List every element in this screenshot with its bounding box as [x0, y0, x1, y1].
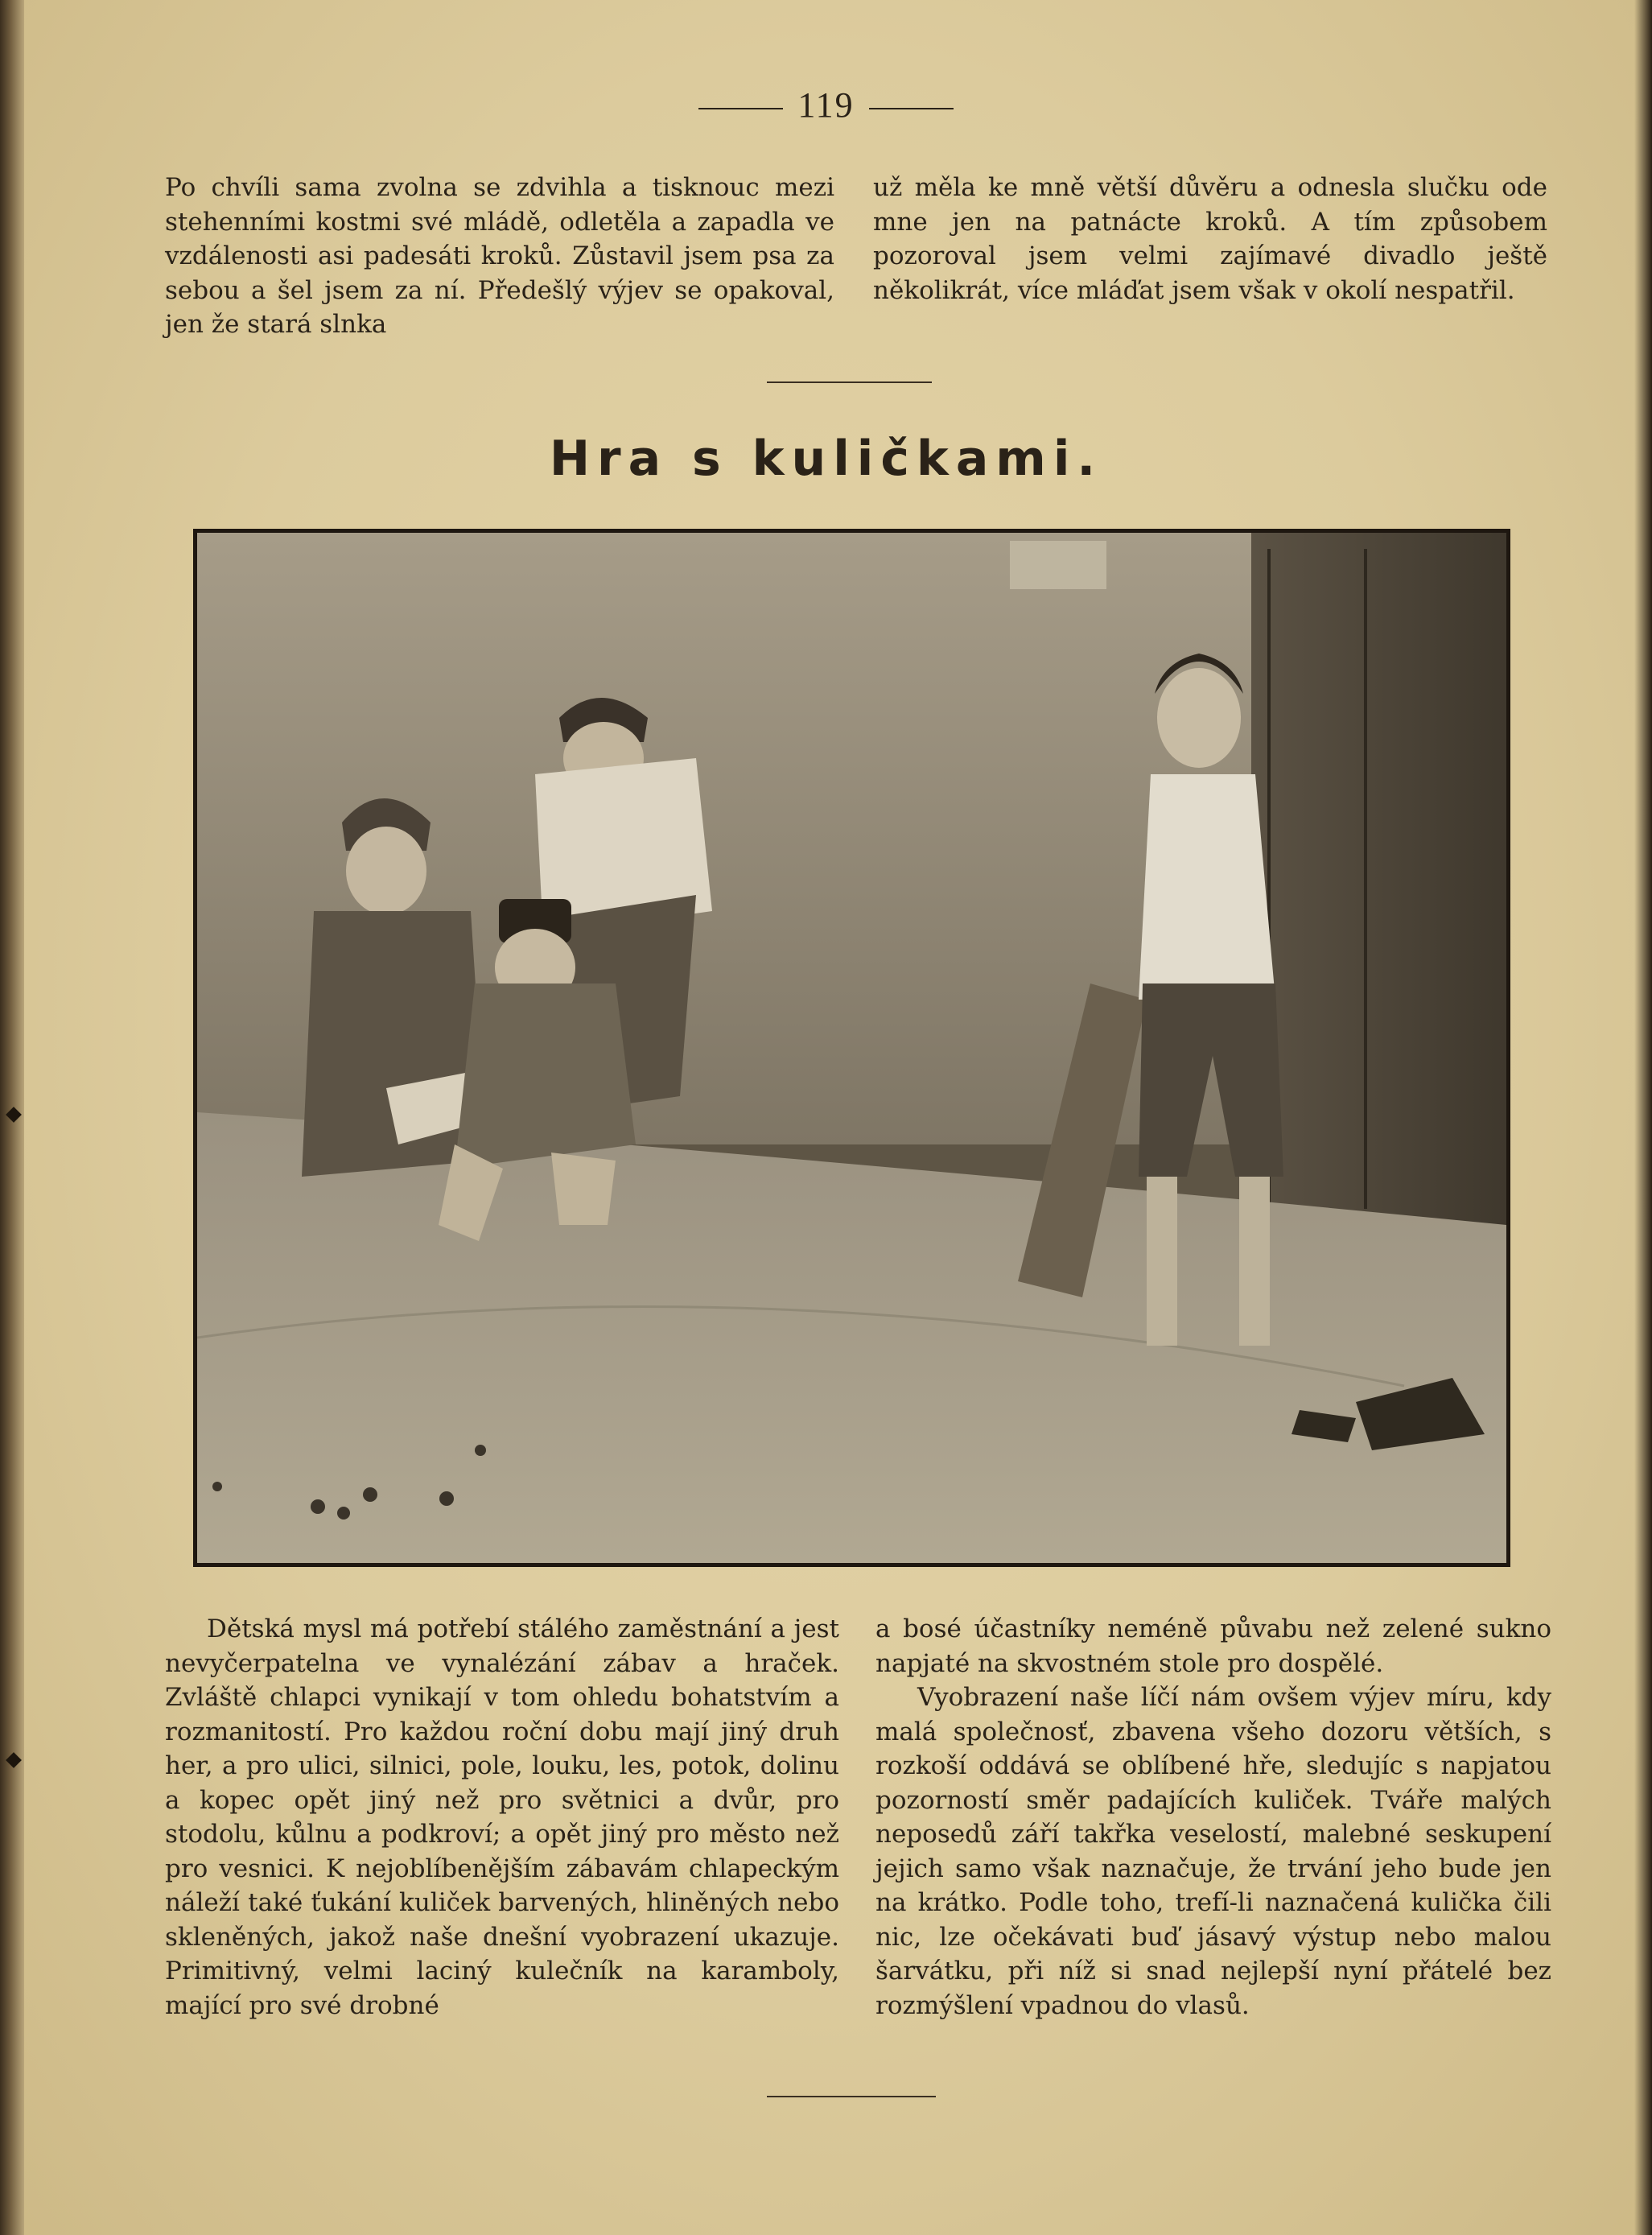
photo-door — [1251, 533, 1506, 1225]
page-number-dash-left — [698, 108, 783, 109]
body-right-column — [875, 1612, 1551, 2023]
page-edge-shadow — [1634, 0, 1652, 2235]
top-left-column — [165, 171, 834, 342]
body-left-column — [165, 1612, 839, 2023]
section-divider — [767, 381, 932, 383]
photo-boys-playing-marbles-icon — [197, 533, 1506, 1563]
top-left-paragraph: Po chvíli sama zvolna se zdvihla a tisknouc mezi stehenními kostmi své mládě, odletěla a zapadla ve vzdálenosti asi padesáti kroků. Zůstavil jsem psa za sebou a šel jsem za ní. Předešlý výjev se opakoval, jen že stará slnka — [165, 173, 834, 339]
top-right-column — [873, 171, 1547, 307]
body-right-paragraph-2: Vyobrazení naše líčí nám ovšem výjev míru, kdy malá společnosť, zbavena všeho dozoru větších, s rozkoší oddává se oblíbené hře, sledujíc s napjatou pozorností směr padajících kuliček. Tváře malých neposedů září takřka veselostí, malebné seskupení jejich samo však naznačuje, že trvání jeho bude jen na krátko. Podle toho, trefí-li naznačená kulička čili nic, lze očekávati buď jásavý výstup nebo malou šarvátku, při níž si snad nejlepší nyní přátelé bez rozmýšlení vpadnou do vlasů. — [875, 1683, 1551, 2020]
body-left-paragraph: Dětská mysl má potřebí stálého zaměstnání a jest nevyčerpatelna ve vynalézání zábav a hraček. Zvláště chlapci vynikají v tom ohledu bohatstvím a rozmanitostí. Pro každou roční dobu mají jiný druh her, a pro ulici, silnici, pole, louku, les, potok, dolinu a kopec opět jiný než pro světnici a dvůr, pro stodolu, kůlnu a podkroví; a opět jiný pro město než pro vesnici. K nejoblíbenějším zábavám chlapeckým náleží také ťukání kuliček barvených, hliněných nebo skleněných, jakož naše dnešní vyobrazení ukazuje. Primitivný, velmi laciný kulečník na karamboly, mající pro své drobné — [165, 1614, 839, 2020]
illustration-photo — [193, 529, 1510, 1567]
body-right-paragraph-1: a bosé účastníky neméně půvabu než zelené sukno napjaté na skvostném stole pro dospělé. — [875, 1614, 1551, 1678]
page-number-dash-right — [869, 108, 954, 109]
article-title: Hra s kuličkami. — [549, 431, 1103, 487]
top-right-paragraph: už měla ke mně větší důvěru a odnesla slučku ode mne jen na patnácte kroků. A tím způsobem pozoroval jsem velmi zajímavé divadlo ještě několikrát, více mláďat jsem však v okolí nespatřil. — [873, 173, 1547, 305]
closing-divider — [767, 2096, 936, 2097]
page-number-text: 119 — [797, 85, 855, 125]
page-number — [0, 85, 1652, 126]
